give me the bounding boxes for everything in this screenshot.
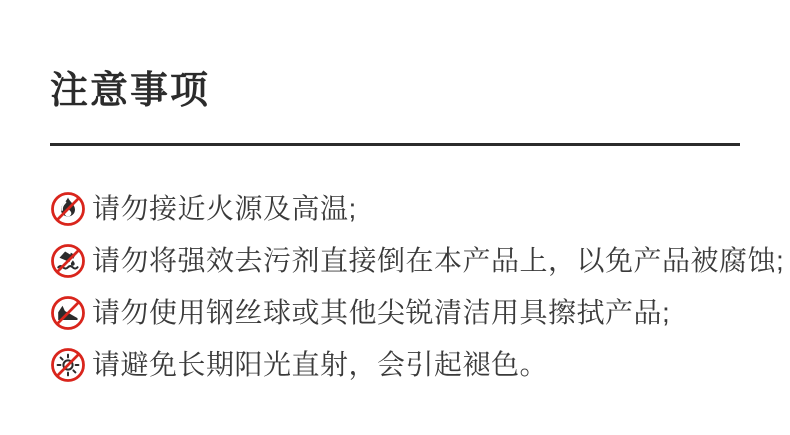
precaution-text: 请勿使用钢丝球或其他尖锐清洁用具擦拭产品; [92,297,671,328]
precaution-item [50,191,740,227]
page-title: 注意事项 [50,70,211,112]
precaution-item [50,295,740,331]
no-corrosive-liquid-icon [50,243,86,279]
precaution-list [50,191,785,383]
precaution-text: 请避免长期阳光直射，会引起褪色。 [92,349,549,380]
no-sunlight-icon [50,347,86,383]
no-steel-wool-icon [50,295,86,331]
precaution-item [50,347,740,383]
precaution-item [50,243,785,279]
no-fire-icon [50,191,86,227]
precaution-text: 请勿接近火源及高温; [92,193,357,224]
title-divider [50,143,740,146]
precaution-text: 请勿将强效去污剂直接倒在本产品上，以免产品被腐蚀; [92,245,785,276]
